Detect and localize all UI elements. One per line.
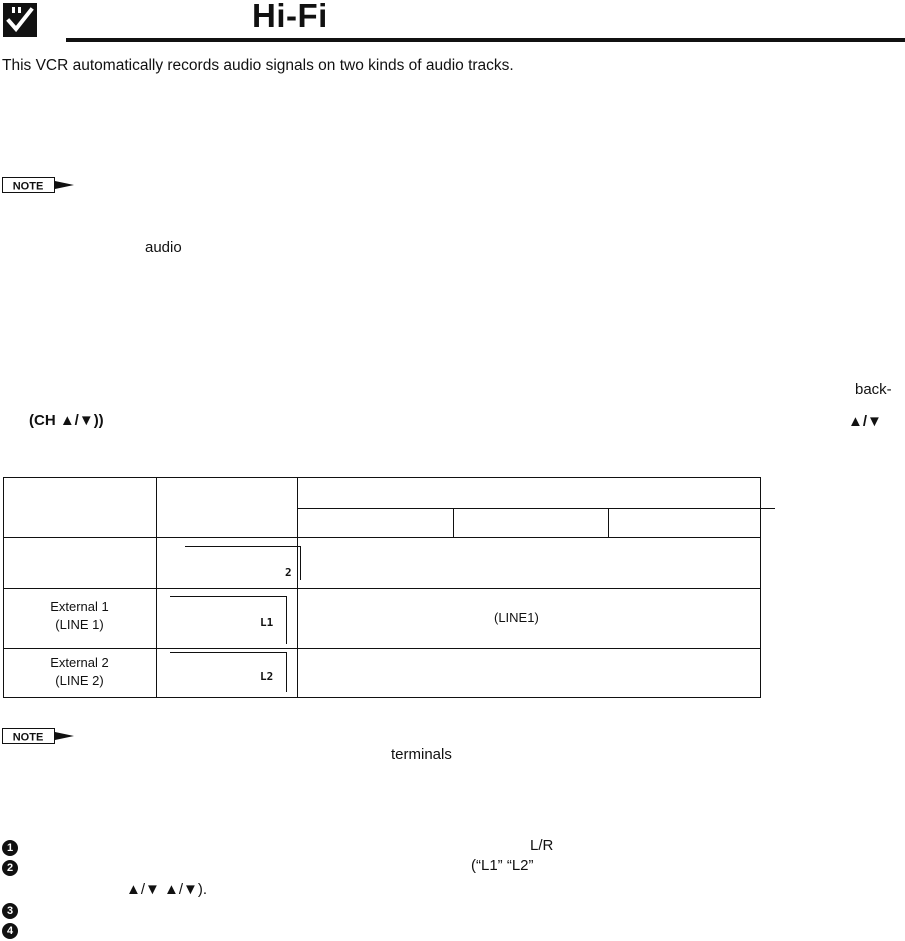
terminals-text: terminals	[391, 746, 452, 763]
svg-text:NOTE: NOTE	[12, 731, 44, 744]
updown-ref-text: ▲/▼ ▲/▼).	[126, 881, 208, 898]
lr-text: L/R	[530, 837, 554, 854]
updown-text: ▲/▼	[848, 413, 882, 430]
display-box	[170, 652, 290, 692]
intro-paragraph: This VCR automatically records audio signals on two kinds of audio tracks.	[2, 57, 514, 74]
table-row-sep-3	[3, 648, 761, 649]
line1-display: L1	[260, 616, 274, 629]
table-border-top	[3, 477, 761, 478]
step-1-icon: 1	[2, 840, 18, 856]
table-row-sep-1	[3, 537, 761, 538]
table-row	[3, 598, 156, 634]
display-box	[170, 596, 290, 644]
source-label: External 2 (LINE 2)	[50, 655, 109, 688]
back-text: back-	[855, 381, 892, 398]
source-label: External 1 (LINE 1)	[50, 599, 109, 632]
table-row	[3, 654, 156, 690]
ch-updown-text: (CH ▲/▼))	[29, 412, 104, 429]
line1-content: (LINE1)	[494, 610, 539, 625]
table-row-sep-2	[3, 588, 761, 589]
table-subcol-sep-1	[453, 508, 454, 537]
note-badge	[2, 728, 78, 744]
note-badge	[2, 177, 78, 193]
step-3-icon: 3	[2, 903, 18, 919]
checkmark-icon	[3, 3, 37, 37]
line2-display: L2	[260, 670, 274, 683]
title-underline	[66, 38, 905, 42]
table-subcol-sep-2	[608, 508, 609, 538]
table-row	[185, 546, 305, 580]
audio-text: audio	[145, 239, 182, 256]
channel-display: 2	[285, 566, 292, 579]
step-4-icon: 4	[2, 923, 18, 939]
svg-text:NOTE: NOTE	[12, 180, 44, 193]
l1-l2-text: (“L1” “L2”	[471, 857, 534, 874]
page-title: Hi-Fi	[252, 0, 328, 34]
step-2-icon: 2	[2, 860, 18, 876]
table-border-bottom	[3, 697, 761, 698]
table-header-subrule	[297, 508, 775, 509]
